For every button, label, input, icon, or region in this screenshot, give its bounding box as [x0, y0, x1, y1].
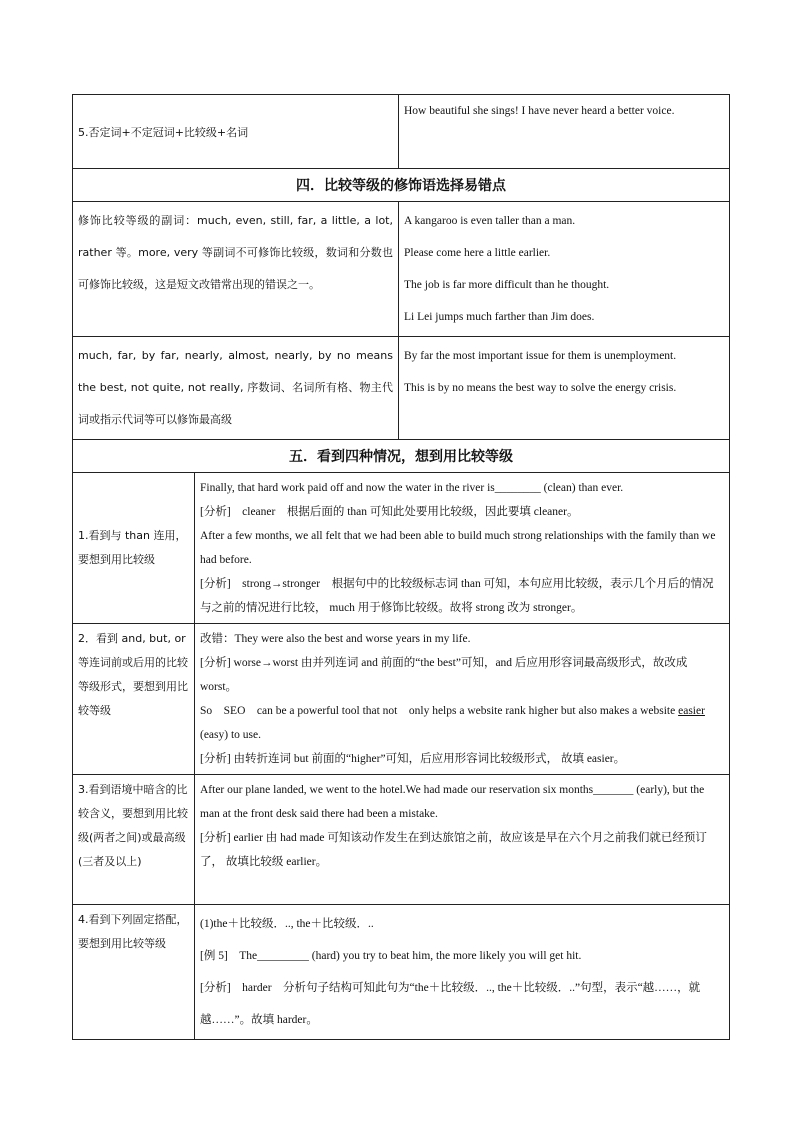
section-header [73, 169, 730, 202]
section-header [73, 440, 730, 473]
content-line: [分析] harder 分析句子结构可知此句为“the＋比较级．.., the＋比较级．..”句型，表示“越……，就越……”。故填 harder。 [200, 982, 701, 1026]
example-line: The job is far more difficult than he thought. [404, 279, 610, 291]
case-content [195, 624, 730, 775]
document-page [72, 94, 729, 1040]
example-line: Li Lei jumps much farther than Jim does. [404, 311, 595, 323]
content-line: After our plane landed, we went to the hotel.We had made our reservation six months_______ (early), but the man at the front desk said there had been a mistake. [200, 784, 705, 820]
section4-r1-left: 修饰比较等级的副词：much, even, still, far, a little, a lot, rather 等。more, very 等副词不可修饰比较级，数词和分数也可修饰比较级，这是短文改错常出现的错误之一。 [73, 202, 399, 337]
case-label: 3.看到语境中暗含的比较含义，要想到用比较级(两者之间)或最高级(三者及以上) [73, 775, 195, 905]
table-row [73, 473, 730, 624]
example-line: Please come here a little earlier. [404, 247, 551, 259]
table-row [73, 624, 730, 775]
example-line: By far the most important issue for them is unemployment. [404, 350, 677, 362]
content-line [200, 699, 724, 747]
table-row [73, 905, 730, 1040]
section5-title: 五．看到四种情况，想到用比较等级 [73, 440, 730, 473]
content-line: Finally, that hard work paid off and now the water in the river is________ (clean) than ever. [200, 482, 624, 494]
section4-title: 四．比较等级的修饰语选择易错点 [73, 169, 730, 202]
content-line: [分析] strong→stronger 根据句中的比较级标志词 than 可知，本句应用比较级，表示几个月后的情况与之前的情况进行比较， much 用于修饰比较级。故将 strong 改为 stronger。 [200, 578, 714, 614]
content-line: [分析] worse→worst 由并列连词 and 前面的“the best”可知，and 后应用形容词最高级形式，故改成 worst。 [200, 657, 688, 693]
content-line: [分析] 由转折连词 but 前面的“higher”可知，后应用形容词比较级形式， 故填 easier。 [200, 753, 626, 765]
content-line: [例 5] The_________ (hard) you try to beat him, the more likely you will get hit. [200, 950, 582, 962]
content-text: (easy) to use. [200, 729, 261, 741]
content-line: [分析] cleaner 根据后面的 than 可知此处要用比较级，因此要填 cleaner。 [200, 506, 579, 518]
case-label: 2．看到 and, but, or 等连词前或后用的比较等级形式，要想到用比较等级 [73, 624, 195, 775]
case-label: 1.看到与 than 连用，要想到用比较级 [73, 473, 195, 624]
section4-r2-left: much, far, by far, nearly, almost, nearly, by no means the best, not quite, not really, 序数词、名词所有格、物主代词或指示代词等可以修饰最高级 [73, 337, 399, 440]
table-row [73, 202, 730, 337]
table-row [73, 775, 730, 905]
example-line: A kangaroo is even taller than a man. [404, 215, 576, 227]
content-line: 改错：They were also the best and worse years in my life. [200, 633, 471, 645]
example-line: This is by no means the best way to solve the energy crisis. [404, 382, 677, 394]
section4-r1-right [399, 202, 730, 337]
content-line: [分析] earlier 由 had made 可知该动作发生在到达旅馆之前，故应该是早在六个月之前我们就已经预订了， 故填比较级 earlier。 [200, 832, 707, 868]
table-row [73, 337, 730, 440]
answer-underlined: easier [678, 705, 705, 717]
case-content [195, 473, 730, 624]
row5-right: How beautiful she sings! I have never heard a better voice. [399, 95, 730, 169]
case-label: 4.看到下列固定搭配，要想到用比较等级 [73, 905, 195, 1040]
grammar-table [72, 94, 730, 1040]
row5-left: 5.否定词+不定冠词+比较级+名词 [73, 95, 399, 169]
case-content [195, 775, 730, 905]
table-row [73, 95, 730, 169]
content-line: (1)the＋比较级．.., the＋比较级．.. [200, 918, 374, 930]
content-line: After a few months, we all felt that we had been able to build much strong relationships with the family than we had before. [200, 530, 716, 566]
section4-r2-right [399, 337, 730, 440]
content-text: So SEO can be a powerful tool that not only helps a website rank higher but also makes a website [200, 705, 679, 717]
case-content [195, 905, 730, 1040]
